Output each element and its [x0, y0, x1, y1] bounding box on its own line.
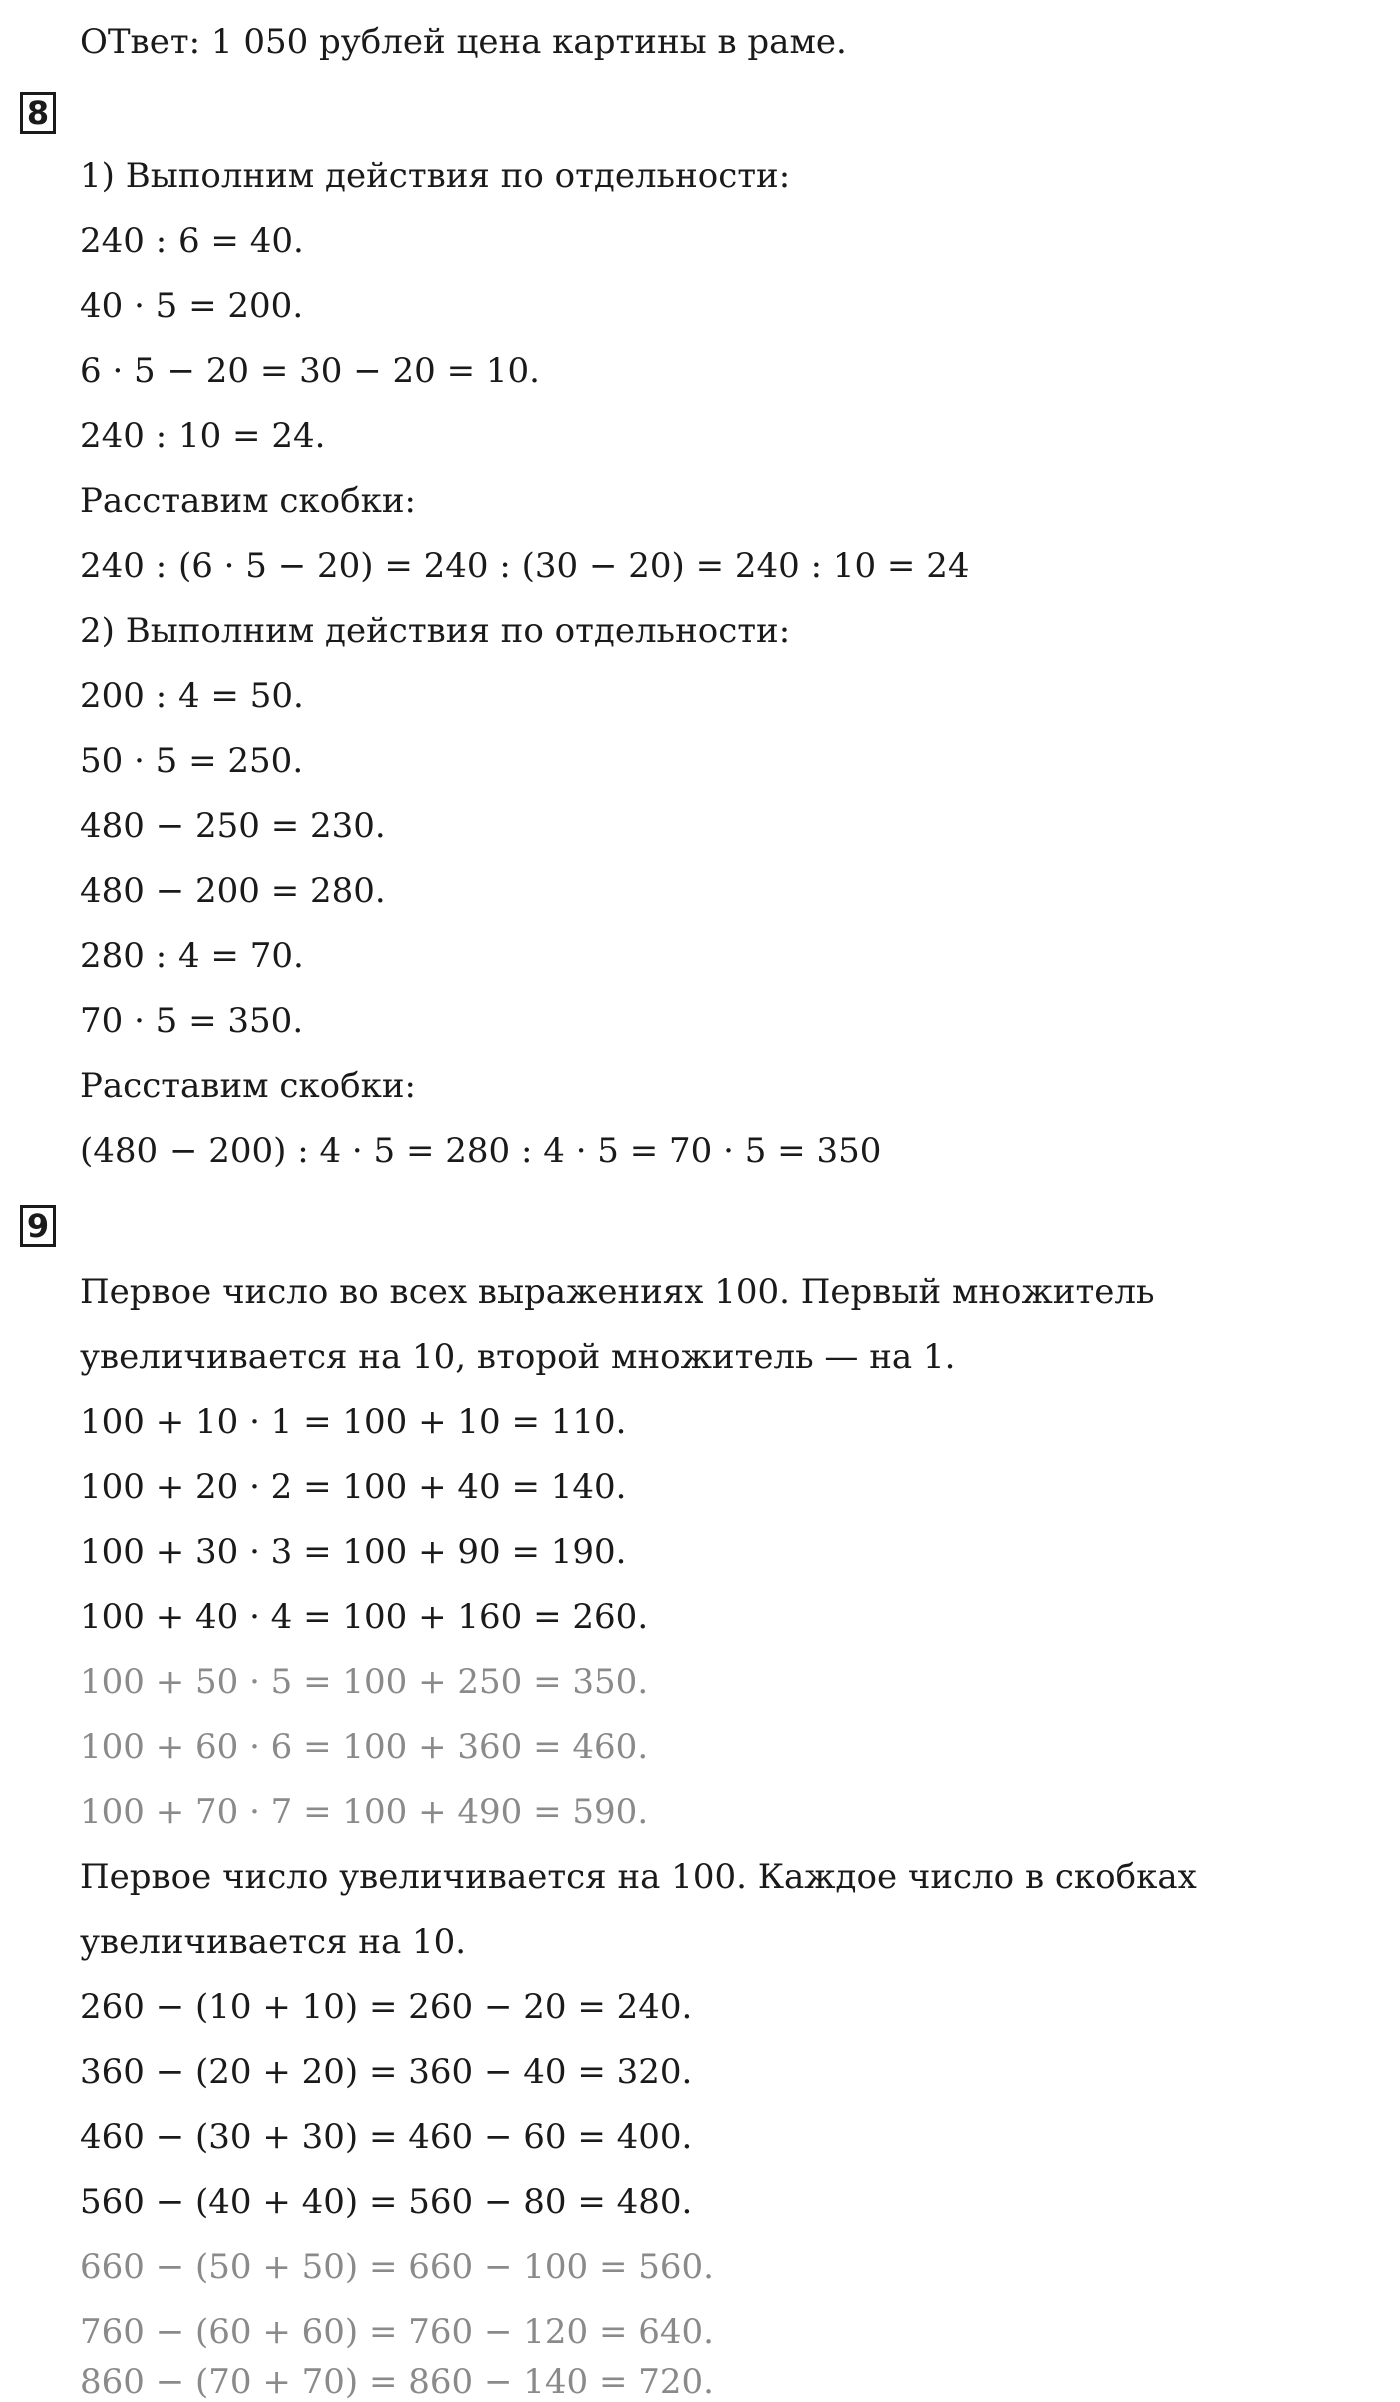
task8-line: 480 − 250 = 230. — [80, 806, 386, 846]
task8-line: 240 : 10 = 24. — [80, 416, 326, 456]
task9-line: 560 − (40 + 40) = 560 − 80 = 480. — [80, 2182, 693, 2222]
task8-line: 2) Выполним действия по отдельности: — [80, 611, 791, 651]
task9-line: 460 − (30 + 30) = 460 − 60 = 400. — [80, 2117, 693, 2157]
task8-line: 70 · 5 = 350. — [80, 1001, 304, 1041]
task9-line: Первое число во всех выражениях 100. Первый множитель — [80, 1272, 1155, 1312]
task9-line: 100 + 10 · 1 = 100 + 10 = 110. — [80, 1402, 627, 1442]
task9-line: 100 + 30 · 3 = 100 + 90 = 190. — [80, 1532, 627, 1572]
task-number-9: 9 — [20, 1205, 56, 1247]
task9-line-faded: 660 − (50 + 50) = 660 − 100 = 560. — [80, 2247, 714, 2287]
task8-line: 40 · 5 = 200. — [80, 286, 304, 326]
task9-line-faded: 760 − (60 + 60) = 760 − 120 = 640. — [80, 2312, 714, 2352]
task9-line-faded: 100 + 70 · 7 = 100 + 490 = 590. — [80, 1792, 649, 1832]
task8-line: 6 · 5 − 20 = 30 − 20 = 10. — [80, 351, 540, 391]
task9-line: Первое число увеличивается на 100. Каждое число в скобках — [80, 1857, 1197, 1897]
task9-line: увеличивается на 10. — [80, 1922, 467, 1962]
task8-line: 280 : 4 = 70. — [80, 936, 304, 976]
task8-line: 240 : (6 · 5 − 20) = 240 : (30 − 20) = 240 : 10 = 24 — [80, 546, 970, 586]
task8-line: 50 · 5 = 250. — [80, 741, 304, 781]
task8-line: 200 : 4 = 50. — [80, 676, 304, 716]
task9-line: увеличивается на 10, второй множитель — на 1. — [80, 1337, 956, 1377]
task8-line: Расставим скобки: — [80, 481, 416, 521]
task8-line: Расставим скобки: — [80, 1066, 416, 1106]
task9-line: 100 + 20 · 2 = 100 + 40 = 140. — [80, 1467, 627, 1507]
task8-line: (480 − 200) : 4 · 5 = 280 : 4 · 5 = 70 · 5 = 350 — [80, 1131, 882, 1171]
task8-line: 480 − 200 = 280. — [80, 871, 386, 911]
task9-line-faded: 100 + 50 · 5 = 100 + 250 = 350. — [80, 1662, 649, 1702]
task9-line-faded: 860 − (70 + 70) = 860 − 140 = 720. — [80, 2362, 714, 2402]
task8-line: 1) Выполним действия по отдельности: — [80, 156, 791, 196]
task9-line: 260 − (10 + 10) = 260 − 20 = 240. — [80, 1987, 693, 2027]
answer-line: ОТвет: 1 050 рублей цена картины в раме. — [80, 22, 847, 62]
task9-line: 100 + 40 · 4 = 100 + 160 = 260. — [80, 1597, 649, 1637]
task9-line-faded: 100 + 60 · 6 = 100 + 360 = 460. — [80, 1727, 649, 1767]
task-number-8: 8 — [20, 92, 56, 134]
task9-line: 360 − (20 + 20) = 360 − 40 = 320. — [80, 2052, 693, 2092]
task8-line: 240 : 6 = 40. — [80, 221, 304, 261]
